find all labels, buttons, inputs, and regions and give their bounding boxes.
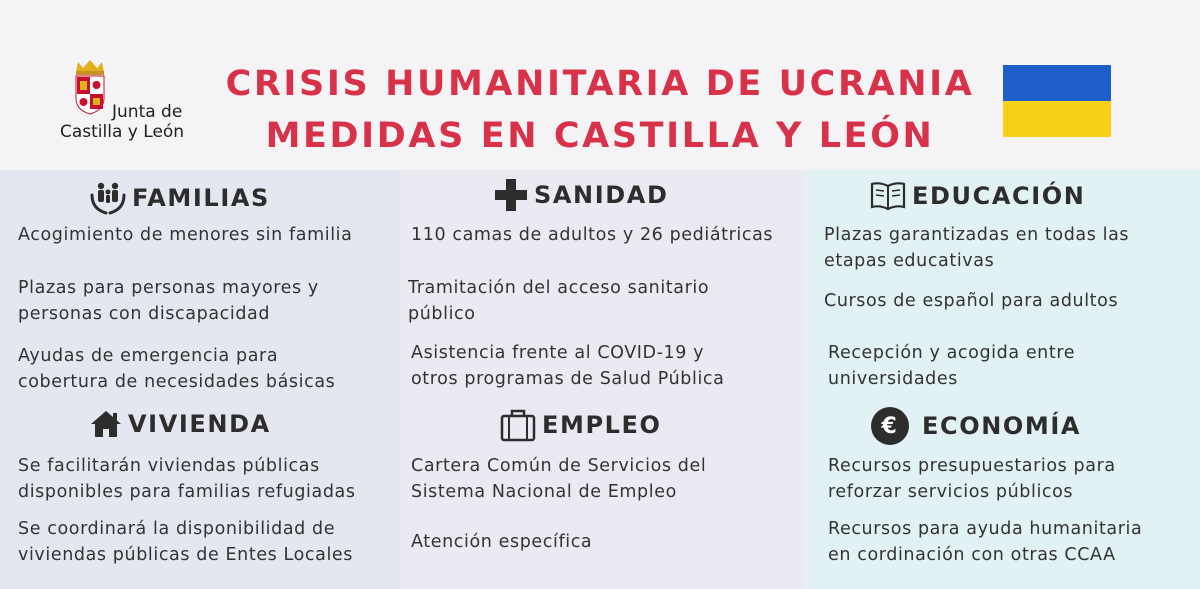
logo-text-line1: Junta de: [112, 102, 183, 122]
familias-item-2: Plazas para personas mayores y personas con discapacidad: [18, 278, 319, 324]
section-economia-title: ECONOMÍA: [922, 412, 1082, 440]
empleo-item-2: Atención específica: [411, 532, 593, 552]
section-familias-title: FAMILIAS: [132, 184, 270, 212]
title-line2: MEDIDAS EN CASTILLA Y LEÓN: [265, 116, 935, 156]
page-title: [215, 58, 985, 162]
section-empleo-title: EMPLEO: [542, 411, 662, 439]
section-educacion-heading: [870, 181, 1085, 211]
section-educacion-title: EDUCACIÓN: [912, 182, 1086, 210]
familias-item-3: Ayudas de emergencia para cobertura de necesidades básicas: [18, 346, 336, 392]
title-line1: CRISIS HUMANITARIA DE UCRANIA: [225, 64, 975, 104]
family-hands-icon: [90, 181, 126, 215]
economia-item-2: Recursos para ayuda humanitaria en cordinación con otras CCAA: [828, 519, 1143, 565]
section-sanidad-heading: [494, 178, 669, 212]
educacion-item-2: Cursos de español para adultos: [824, 291, 1119, 311]
flag-yellow-stripe: [1003, 101, 1111, 137]
section-vivienda-title: VIVIENDA: [128, 410, 271, 438]
ukraine-flag: [1003, 65, 1111, 137]
section-familias-heading: [90, 181, 270, 215]
euro-coin-icon: [870, 406, 910, 446]
educacion-item-1: Plazas garantizadas en todas las etapas educativas: [824, 225, 1130, 271]
empleo-item-1: Cartera Común de Servicios del Sistema Nacional de Empleo: [411, 456, 707, 502]
economia-item-1: Recursos presupuestarios para reforzar servicios públicos: [828, 456, 1116, 502]
sanidad-item-1: 110 camas de adultos y 26 pediátricas: [411, 225, 774, 245]
sanidad-item-3: Asistencia frente al COVID-19 y otros programas de Salud Pública: [411, 343, 725, 389]
book-icon: [870, 181, 906, 211]
logo-text-line2: Castilla y León: [60, 122, 185, 142]
sanidad-item-2: Tramitación del acceso sanitario público: [408, 278, 710, 324]
flag-blue-stripe: [1003, 65, 1111, 101]
junta-logo: [58, 58, 208, 148]
educacion-item-3: Recepción y acogida entre universidades: [828, 343, 1076, 389]
section-sanidad-title: SANIDAD: [534, 181, 669, 209]
header: [0, 0, 1200, 170]
section-empleo-heading: [500, 408, 662, 442]
section-economia-heading: [870, 406, 1081, 446]
section-vivienda-heading: [90, 409, 271, 439]
briefcase-icon: [500, 408, 536, 442]
vivienda-item-2: Se coordinará la disponibilidad de viviendas públicas de Entes Locales: [18, 519, 353, 565]
house-icon: [90, 409, 122, 439]
plus-icon: [494, 178, 528, 212]
familias-item-1: Acogimiento de menores sin familia: [18, 225, 353, 245]
svg-text:€: €: [881, 414, 899, 439]
vivienda-item-1: Se facilitarán viviendas públicas disponibles para familias refugiadas: [18, 456, 356, 502]
